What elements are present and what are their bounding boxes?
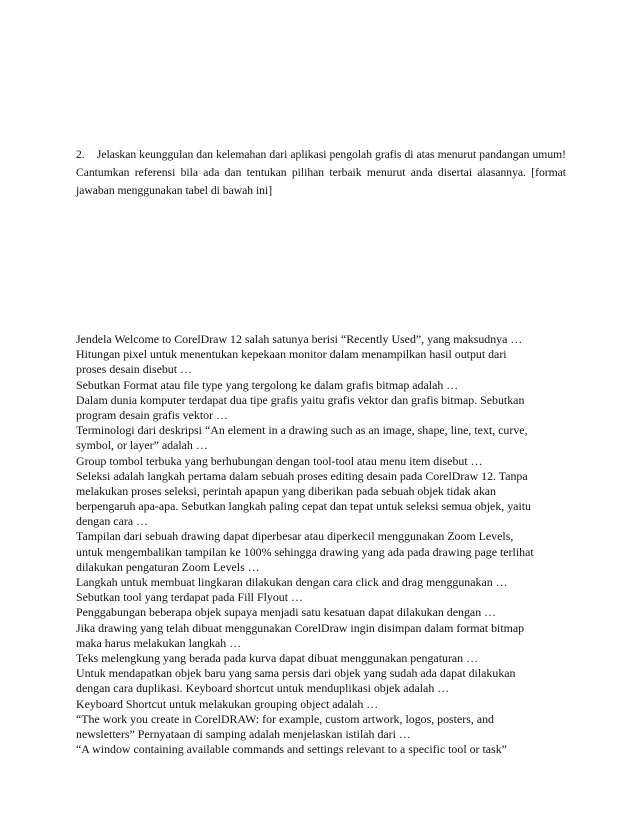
question-text: Jelaskan keunggulan dan kelemahan dari aplikasi pengolah grafis di atas menurut pandangan umum! Cantumkan referensi bila ada dan tentukan pilihan terbaik menurut anda disertai alasannya. [format jawaban menggunakan tabel di bawah ini] <box>76 148 566 198</box>
question-paragraph <box>76 146 566 201</box>
text-line: Seleksi adalah langkah pertama dalam sebuah proses editing desain pada CorelDraw 12. Tanpa <box>76 468 528 483</box>
text-line: Teks melengkung yang berada pada kurva dapat dibuat menggunakan pengaturan … <box>76 650 478 665</box>
text-line: dengan cara duplikasi. Keyboard shortcut untuk menduplikasi objek adalah … <box>76 681 450 696</box>
question-number: 2. <box>76 148 85 161</box>
text-line: Terminologi dari deskripsi “An element in a drawing such as an image, shape, line, text, curve, <box>76 423 528 438</box>
text-line: melakukan proses seleksi, perintah apapun yang diberikan pada sebuah objek tidak akan <box>76 483 496 498</box>
text-line: Hitungan pixel untuk menentukan kepekaan monitor dalam menampilkan hasil output dari <box>76 347 507 362</box>
text-line: Keyboard Shortcut untuk melakukan grouping object adalah … <box>76 696 379 711</box>
text-line: Sebutkan Format atau file type yang tergolong ke dalam grafis bitmap adalah … <box>76 377 459 392</box>
text-line: Penggabungan beberapa objek supaya menjadi satu kesatuan dapat dilakukan dengan … <box>76 605 496 620</box>
text-line: newsletters” Pernyataan di samping adalah menjelaskan istilah dari … <box>76 726 411 741</box>
text-line: symbol, or layer” adalah … <box>76 438 208 453</box>
text-line: Jika drawing yang telah dibuat menggunakan CorelDraw ingin disimpan dalam format bitmap <box>76 620 525 635</box>
text-line: Sebutkan tool yang terdapat pada Fill Flyout … <box>76 590 303 605</box>
text-line: maka harus melakukan langkah … <box>76 635 242 650</box>
text-line: dilakukan pengaturan Zoom Levels … <box>76 559 260 574</box>
text-line: Dalam dunia komputer terdapat dua tipe grafis yaitu grafis vektor dan grafis bitmap. Sebutkan <box>76 392 525 407</box>
text-line: untuk mengembalikan tampilan ke 100% sehingga drawing yang ada pada drawing page terlihat <box>76 544 534 559</box>
text-line: berpengaruh apa-apa. Sebutkan langkah paling cepat dan tepat untuk seleksi semua objek, yaitu <box>76 499 531 514</box>
text-line: Untuk mendapatkan objek baru yang sama persis dari objek yang sudah ada dapat dilakukan <box>76 666 516 681</box>
text-line: Group tombol terbuka yang berhubungan dengan tool-tool atau menu item disebut … <box>76 453 483 468</box>
text-line: “The work you create in CorelDRAW: for example, custom artwork, logos, posters, and <box>76 711 494 726</box>
text-line: program desain grafis vektor … <box>76 407 228 422</box>
text-line: Jendela Welcome to CorelDraw 12 salah satunya berisi “Recently Used”, yang maksudnya … <box>76 332 523 346</box>
text-line: “A window containing available commands and settings relevant to a specific tool or task” <box>76 742 507 757</box>
text-line: Tampilan dari sebuah drawing dapat diperbesar atau diperkecil menggunakan Zoom Levels, <box>76 529 514 544</box>
text-line: Langkah untuk membuat lingkaran dilakukan dengan cara click and drag menggunakan … <box>76 575 508 589</box>
text-line: proses desain disebut … <box>76 362 192 377</box>
question-list <box>76 332 576 757</box>
text-line: dengan cara … <box>76 514 148 529</box>
